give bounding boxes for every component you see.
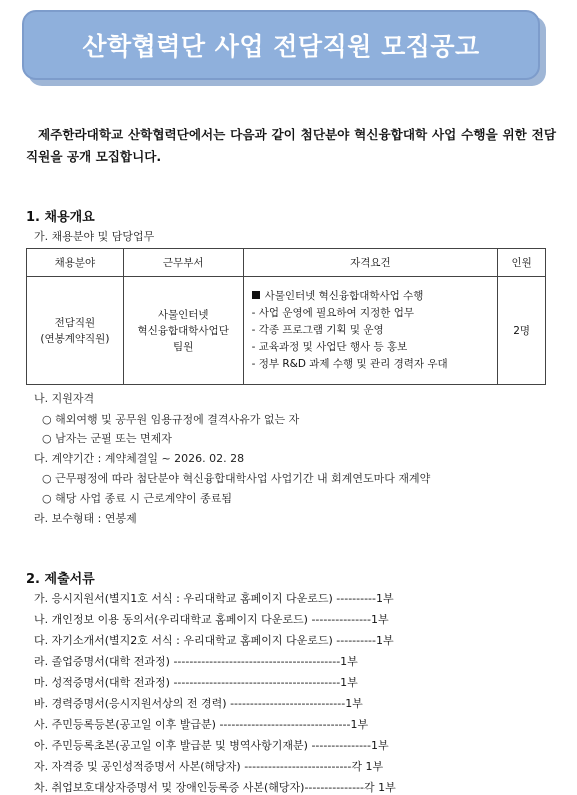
cell-dept <box>123 277 243 385</box>
list-item: 라. 졸업증명서(대학 전과정) ------------------------------------------1부 <box>34 655 358 668</box>
header-field: 채용분야 <box>27 249 124 277</box>
na-item: ○ 남자는 군필 또는 면제자 <box>42 432 172 445</box>
dept-line: 팀원 <box>173 340 194 353</box>
page-title: 산학협력단 사업 전담직원 모집공고 <box>82 32 480 61</box>
dept-line: 혁신융합대학사업단 <box>137 324 229 337</box>
section1-heading: 1. 채용개요 <box>26 210 95 225</box>
requirement-line: - 사업 운영에 필요하여 지정한 업무 <box>251 307 415 319</box>
list-item: 아. 주민등록초본(공고일 이후 발급분 및 병역사항기재분) ---------------1부 <box>34 739 389 752</box>
list-item: 바. 경력증명서(응시지원서상의 전 경력) -----------------------------1부 <box>34 697 363 710</box>
section1-na: 나. 지원자격 <box>34 392 95 405</box>
list-item: 마. 성적증명서(대학 전과정) ------------------------------------------1부 <box>34 676 358 689</box>
list-item: 가. 응시지원서(별지1호 서식 : 우리대학교 홈페이지 다운로드) ----------1부 <box>34 592 394 605</box>
dept-line: 사물인터넷 <box>157 308 209 321</box>
title-box <box>22 10 540 80</box>
requirement-line: - 교육과정 및 사업단 행사 등 홍보 <box>251 341 408 353</box>
list-item: 나. 개인정보 이용 동의서(우리대학교 홈페이지 다운로드) ---------------1부 <box>34 613 389 626</box>
cell-field <box>27 277 124 385</box>
section2-heading: 2. 제출서류 <box>26 572 95 587</box>
da-item: ○ 해당 사업 종료 시 근로계약이 종료됨 <box>42 492 232 505</box>
cell-requirements <box>243 277 498 385</box>
table-row <box>27 277 546 385</box>
section1-ga: 가. 채용분야 및 담당업무 <box>34 230 155 243</box>
header-count: 인원 <box>498 249 546 277</box>
square-bullet-icon <box>252 291 260 299</box>
list-item: 다. 자기소개서(별지2호 서식 : 우리대학교 홈페이지 다운로드) ----------1부 <box>34 634 394 647</box>
list-item: 차. 취업보호대상자증명서 및 장애인등록증 사본(해당자)---------------각 1부 <box>34 781 396 794</box>
na-item: ○ 해외여행 및 공무원 임용규정에 결격사유가 없는 자 <box>42 413 300 426</box>
field-line: 전담직원 <box>54 316 96 329</box>
table-header-row <box>27 249 546 277</box>
requirement-line: - 정부 R&D 과제 수행 및 관리 경력자 우대 <box>251 358 448 370</box>
cell-count: 2명 <box>498 277 546 385</box>
section1-ra: 라. 보수형태 : 연봉제 <box>34 512 137 525</box>
section1-da: 다. 계약기간 : 계약체결일 ~ 2026. 02. 28 <box>34 452 245 465</box>
header-requirements: 자격요건 <box>243 249 498 277</box>
header-dept: 근무부서 <box>123 249 243 277</box>
title-banner <box>22 10 546 86</box>
da-item: ○ 근무평정에 따라 첨단분야 혁신융합대학사업 사업기간 내 회계연도마다 재계약 <box>42 472 431 485</box>
requirement-main <box>252 288 498 305</box>
field-line: (연봉계약직원) <box>40 332 110 345</box>
list-item: 사. 주민등록등본(공고일 이후 발급분) ---------------------------------1부 <box>34 718 369 731</box>
requirement-line: - 각종 프로그램 기획 및 운영 <box>251 324 384 336</box>
list-item: 자. 자격증 및 공인성적증명서 사본(해당자) ---------------------------각 1부 <box>34 760 384 773</box>
requirement-text: 사물인터넷 혁신융합대학사업 수행 <box>264 290 424 302</box>
documents-list <box>34 588 396 795</box>
recruit-table <box>26 248 546 385</box>
intro-paragraph: 제주한라대학교 산학협력단에서는 다음과 같이 첨단분야 혁신융합대학 사업 수행을 위한 전담직원을 공개 모집합니다. <box>26 127 556 164</box>
